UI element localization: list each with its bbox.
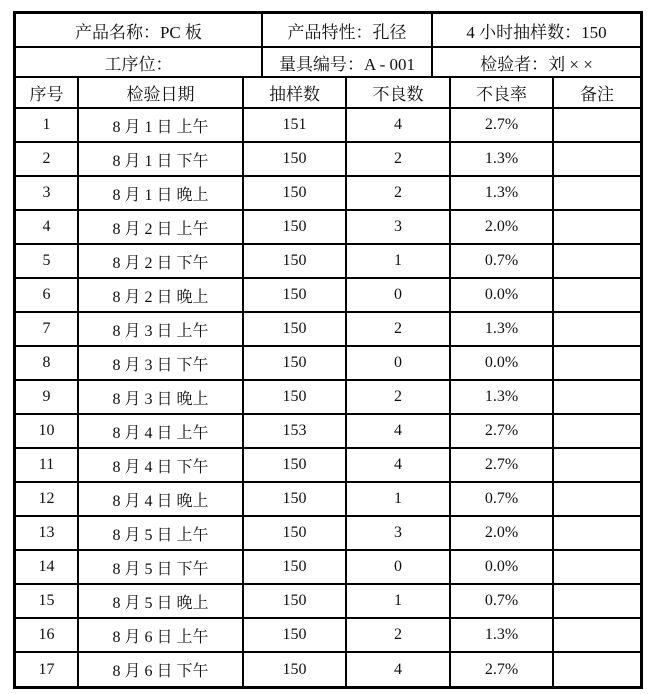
table-row-6 <box>16 278 640 312</box>
column-header-no: 序号 <box>16 78 78 108</box>
cell-date: 8 月 6 日 下午 <box>78 652 243 686</box>
cell-date: 8 月 1 日 上午 <box>78 108 243 142</box>
cell-defect-rate: 0.0% <box>450 346 553 380</box>
cell-no: 2 <box>16 142 78 176</box>
cell-defect-rate: 0.0% <box>450 550 553 584</box>
cell-samples: 150 <box>243 516 346 550</box>
cell-no: 1 <box>16 108 78 142</box>
table-row-9 <box>16 380 640 414</box>
table-row-2 <box>16 142 640 176</box>
cell-samples: 153 <box>243 414 346 448</box>
cell-defect-rate: 2.7% <box>450 108 553 142</box>
cell-defect-rate: 0.7% <box>450 244 553 278</box>
cell-defects: 3 <box>346 210 450 244</box>
cell-samples: 150 <box>243 618 346 652</box>
table-row-13 <box>16 516 640 550</box>
cell-no: 3 <box>16 176 78 210</box>
cell-defect-rate: 1.3% <box>450 618 553 652</box>
table-row-10 <box>16 414 640 448</box>
cell-date: 8 月 4 日 上午 <box>78 414 243 448</box>
table-row-14 <box>16 550 640 584</box>
cell-defects: 2 <box>346 176 450 210</box>
cell-samples: 150 <box>243 380 346 414</box>
cell-samples: 150 <box>243 482 346 516</box>
cell-samples: 150 <box>243 176 346 210</box>
info-header-block <box>16 14 640 78</box>
cell-defects: 3 <box>346 516 450 550</box>
cell-no: 14 <box>16 550 78 584</box>
cell-date: 8 月 4 日 晚上 <box>78 482 243 516</box>
column-header-date: 检验日期 <box>78 78 243 108</box>
cell-samples: 150 <box>243 312 346 346</box>
product-feature-cell: 产品特性：孔径 <box>262 14 432 47</box>
cell-samples: 150 <box>243 448 346 482</box>
cell-samples: 151 <box>243 108 346 142</box>
column-header-defect-rate: 不良率 <box>450 78 553 108</box>
cell-remark <box>553 108 640 142</box>
cell-remark <box>553 550 640 584</box>
cell-defect-rate: 2.0% <box>450 516 553 550</box>
cell-no: 17 <box>16 652 78 686</box>
process-station-cell: 工序位： <box>16 47 262 76</box>
cell-samples: 150 <box>243 584 346 618</box>
cell-defects: 4 <box>346 414 450 448</box>
four-hour-sample-count-cell: 4 小时抽样数：150 <box>432 14 640 47</box>
inspector-cell: 检验者：刘 × × <box>432 47 640 76</box>
table-row-17 <box>16 652 640 686</box>
table-row-1 <box>16 108 640 142</box>
cell-date: 8 月 1 日 晚上 <box>78 176 243 210</box>
cell-defect-rate: 2.7% <box>450 414 553 448</box>
cell-no: 13 <box>16 516 78 550</box>
table-row-12 <box>16 482 640 516</box>
table-row-4 <box>16 210 640 244</box>
cell-defect-rate: 0.0% <box>450 278 553 312</box>
cell-remark <box>553 142 640 176</box>
cell-samples: 150 <box>243 346 346 380</box>
table-row-11 <box>16 448 640 482</box>
cell-defects: 4 <box>346 108 450 142</box>
cell-remark <box>553 414 640 448</box>
cell-no: 4 <box>16 210 78 244</box>
cell-defects: 1 <box>346 482 450 516</box>
table-row-5 <box>16 244 640 278</box>
cell-remark <box>553 618 640 652</box>
cell-defect-rate: 1.3% <box>450 312 553 346</box>
cell-defects: 1 <box>346 584 450 618</box>
cell-no: 12 <box>16 482 78 516</box>
cell-remark <box>553 244 640 278</box>
table-row-15 <box>16 584 640 618</box>
cell-defect-rate: 2.7% <box>450 652 553 686</box>
cell-remark <box>553 278 640 312</box>
cell-remark <box>553 176 640 210</box>
cell-remark <box>553 448 640 482</box>
cell-date: 8 月 5 日 上午 <box>78 516 243 550</box>
cell-no: 7 <box>16 312 78 346</box>
column-header-remark: 备注 <box>553 78 640 108</box>
cell-defects: 4 <box>346 448 450 482</box>
cell-defect-rate: 1.3% <box>450 380 553 414</box>
sampling-data-table <box>16 78 640 686</box>
cell-samples: 150 <box>243 652 346 686</box>
cell-defects: 4 <box>346 652 450 686</box>
table-row-16 <box>16 618 640 652</box>
info-header-table <box>16 14 640 76</box>
cell-remark <box>553 516 640 550</box>
cell-samples: 150 <box>243 142 346 176</box>
cell-date: 8 月 5 日 下午 <box>78 550 243 584</box>
cell-date: 8 月 3 日 晚上 <box>78 380 243 414</box>
cell-no: 5 <box>16 244 78 278</box>
cell-date: 8 月 4 日 下午 <box>78 448 243 482</box>
column-header-samples: 抽样数 <box>243 78 346 108</box>
cell-remark <box>553 312 640 346</box>
cell-date: 8 月 5 日 晚上 <box>78 584 243 618</box>
cell-defect-rate: 2.7% <box>450 448 553 482</box>
table-row-8 <box>16 346 640 380</box>
cell-defect-rate: 1.3% <box>450 176 553 210</box>
cell-remark <box>553 584 640 618</box>
product-name-cell: 产品名称：PC 板 <box>16 14 262 47</box>
cell-samples: 150 <box>243 244 346 278</box>
cell-defect-rate: 0.7% <box>450 482 553 516</box>
cell-remark <box>553 652 640 686</box>
cell-defects: 0 <box>346 346 450 380</box>
info-row-1 <box>16 14 640 47</box>
cell-defects: 2 <box>346 142 450 176</box>
cell-defect-rate: 0.7% <box>450 584 553 618</box>
table-row-3 <box>16 176 640 210</box>
cell-defects: 1 <box>346 244 450 278</box>
cell-date: 8 月 1 日 下午 <box>78 142 243 176</box>
cell-date: 8 月 2 日 上午 <box>78 210 243 244</box>
cell-date: 8 月 6 日 上午 <box>78 618 243 652</box>
cell-date: 8 月 2 日 晚上 <box>78 278 243 312</box>
cell-defects: 2 <box>346 618 450 652</box>
table-row-7 <box>16 312 640 346</box>
cell-date: 8 月 2 日 下午 <box>78 244 243 278</box>
cell-no: 9 <box>16 380 78 414</box>
inspection-record-sheet <box>13 11 643 689</box>
cell-defects: 2 <box>346 312 450 346</box>
cell-samples: 150 <box>243 278 346 312</box>
cell-date: 8 月 3 日 上午 <box>78 312 243 346</box>
cell-samples: 150 <box>243 210 346 244</box>
cell-no: 15 <box>16 584 78 618</box>
info-row-2 <box>16 47 640 76</box>
column-header-defects: 不良数 <box>346 78 450 108</box>
gauge-number-cell: 量具编号：A - 001 <box>262 47 432 76</box>
cell-remark <box>553 210 640 244</box>
cell-remark <box>553 380 640 414</box>
cell-no: 8 <box>16 346 78 380</box>
cell-defects: 2 <box>346 380 450 414</box>
cell-no: 6 <box>16 278 78 312</box>
cell-remark <box>553 346 640 380</box>
cell-no: 10 <box>16 414 78 448</box>
cell-date: 8 月 3 日 下午 <box>78 346 243 380</box>
cell-no: 16 <box>16 618 78 652</box>
cell-samples: 150 <box>243 550 346 584</box>
cell-defect-rate: 1.3% <box>450 142 553 176</box>
cell-no: 11 <box>16 448 78 482</box>
cell-defect-rate: 2.0% <box>450 210 553 244</box>
column-header-row <box>16 78 640 108</box>
cell-remark <box>553 482 640 516</box>
cell-defects: 0 <box>346 550 450 584</box>
cell-defects: 0 <box>346 278 450 312</box>
